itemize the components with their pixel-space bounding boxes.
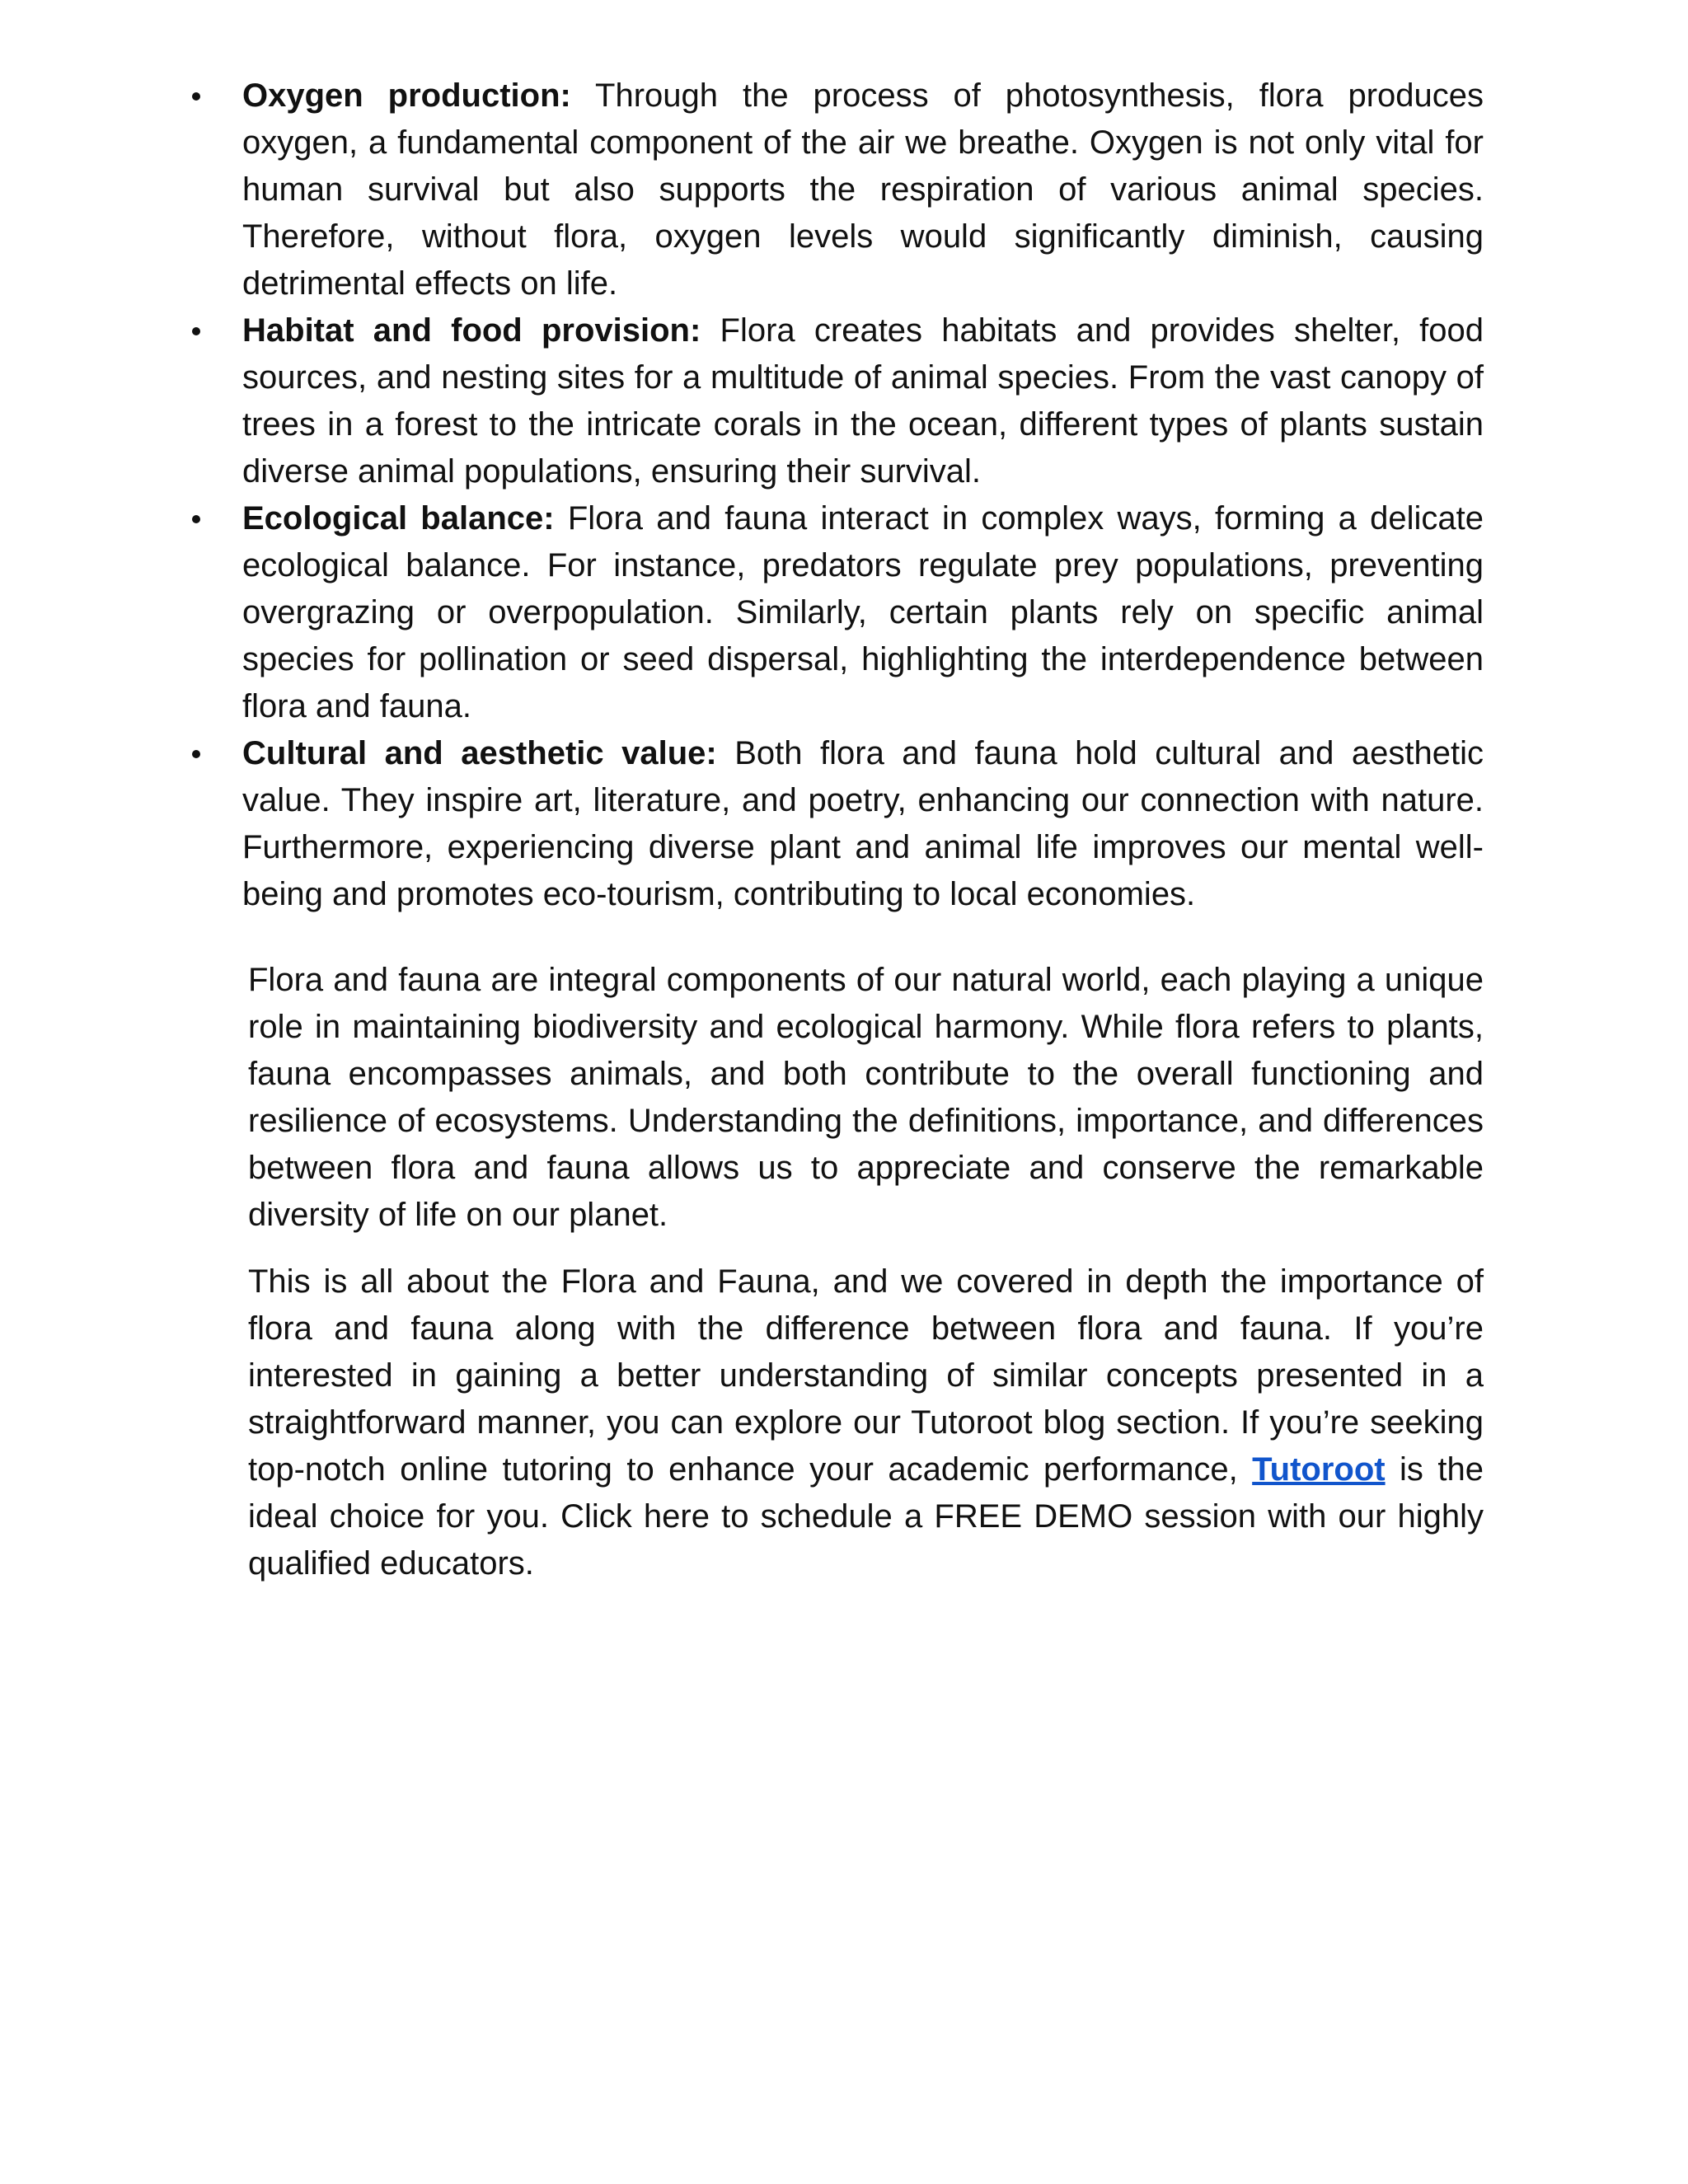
- benefits-bullet-list: [190, 73, 1484, 918]
- bullet-dot-icon: [192, 750, 200, 758]
- bullet-item-cultural-aesthetic: [190, 730, 1484, 918]
- bullet-title: Ecological balance:: [242, 500, 555, 537]
- tutoroot-link[interactable]: Tutoroot: [1252, 1451, 1386, 1488]
- closing-text-before: This is all about the Flora and Fauna, and we covered in depth the importance of flora and fauna along with the difference between flora and fauna. If you’re interested in gaining a better understanding of similar concepts presented in a straightforward manner, you can explore our Tutoroot blog section. If you’re seeking top-notch online tutoring to enhance your academic performance,: [248, 1263, 1484, 1488]
- bullet-title: Habitat and food provision:: [242, 312, 701, 349]
- bullet-text: Through the process of photosynthesis, flora produces oxygen, a fundamental component of the air we breathe. Oxygen is not only vital for human survival but also supports the respiration of various animal species. Therefore, without flora, oxygen levels would significantly diminish, causing detrimental effects on life.: [242, 77, 1484, 302]
- bullet-item-ecological-balance: [190, 495, 1484, 730]
- bullet-dot-icon: [192, 92, 200, 101]
- bullet-dot-icon: [192, 515, 200, 523]
- conclusion-paragraph: Flora and fauna are integral components of our natural world, each playing a unique role in maintaining biodiversity and ecological harmony. While flora refers to plants, fauna encompasses animals, and both contribute to the overall functioning and resilience of ecosystems. Understanding the definitions, importance, and differences between flora and fauna allows us to appreciate and conserve the remarkable diversity of life on our planet.: [248, 962, 1484, 1233]
- bullet-text: Flora creates habitats and provides shelter, food sources, and nesting sites for a multitude of animal species. From the vast canopy of trees in a forest to the intricate corals in the ocean, different types of plants sustain diverse animal populations, ensuring their survival.: [242, 312, 1484, 490]
- bullet-text: Flora and fauna interact in complex ways, forming a delicate ecological balance. For instance, predators regulate prey populations, preventing overgrazing or overpopulation. Similarly, certain plants rely on specific animal species for pollination or seed dispersal, highlighting the interdependence between flora and fauna.: [242, 500, 1484, 724]
- bullet-title: Oxygen production:: [242, 77, 571, 114]
- bullet-item-habitat-food: [190, 307, 1484, 495]
- bullet-title: Cultural and aesthetic value:: [242, 735, 717, 771]
- bullet-text: Both flora and fauna hold cultural and aesthetic value. They inspire art, literature, and poetry, enhancing our connection with nature. Furthermore, experiencing diverse plant and animal life improves our mental well-being and promotes eco-tourism, contributing to local economies.: [242, 735, 1484, 912]
- bullet-dot-icon: [192, 327, 200, 335]
- closing-paragraph: [248, 1258, 1484, 1587]
- bullet-item-oxygen-production: [190, 73, 1484, 307]
- closing-text-after: is the ideal choice for you. Click here to schedule a FREE DEMO session with our highly qualified educators.: [248, 1451, 1484, 1582]
